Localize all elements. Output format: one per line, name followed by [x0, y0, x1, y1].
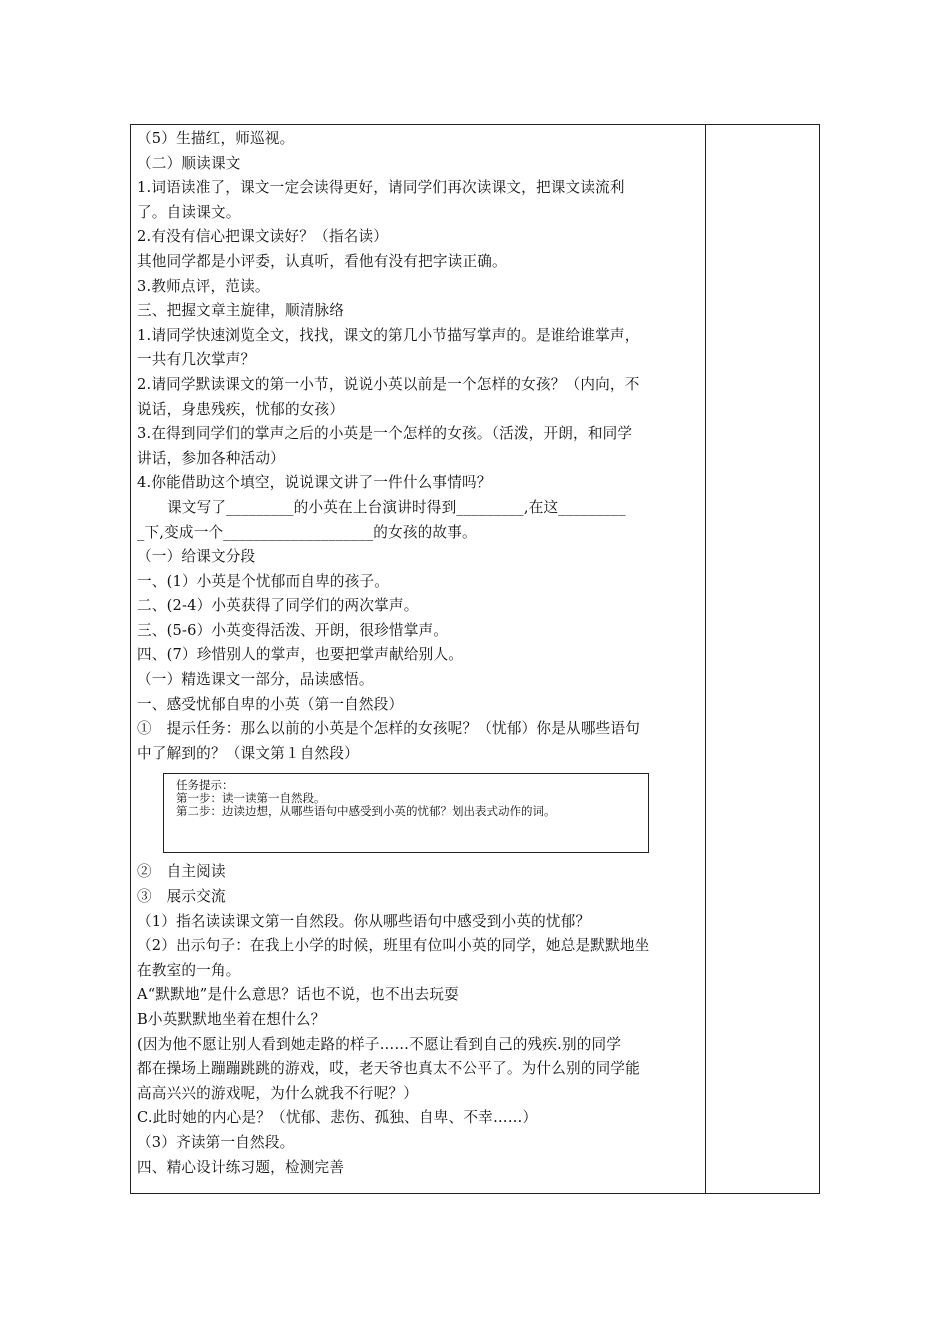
text-line: ① 提示任务：那么以前的小英是个怎样的女孩呢？（忧郁）你是从哪些语句 — [137, 720, 640, 738]
section-heading: （一）给课文分段 — [137, 548, 256, 566]
text-line: B小英默默地坐着在想什么？ — [137, 1011, 326, 1028]
section-heading: 三、把握文章主旋律，顺清脉络 — [137, 302, 345, 320]
paragraph-division-item: 三、(5-6）小英变得活泼、开朗，很珍惜掌声。 — [137, 621, 449, 639]
text-line: 4.你能借助这个填空，说说课文讲了一件什么事情吗？ — [137, 474, 492, 492]
text-line: ③ 展示交流 — [137, 888, 226, 906]
task-step-1: 第一步：读一读第一自然段。 — [176, 791, 326, 806]
text-line: 3.教师点评，范读。 — [137, 277, 270, 295]
text-line: 都在操场上蹦蹦跳跳的游戏，哎，老天爷也真太不公平了。为什么别的同学能 — [137, 1060, 640, 1078]
paragraph-division-item: 四、(7）珍惜别人的掌声，也要把掌声献给别人。 — [137, 646, 464, 664]
section-heading: 一、感受忧郁自卑的小英（第一自然段） — [137, 695, 404, 713]
lesson-content-cell — [137, 127, 703, 1180]
text-line: 说话，身患残疾，忧郁的女孩） — [137, 400, 345, 418]
text-line: 讲话，参加各种活动） — [137, 449, 285, 467]
text-line: A“默默地”是什么意思？话也不说，也不出去玩耍 — [137, 986, 459, 1004]
section-heading: （二）顺读课文 — [137, 154, 241, 172]
text-line: 3.在得到同学们的掌声之后的小英是一个怎样的女孩。（活泼，开朗，和同学 — [137, 425, 633, 443]
task-hint-title: 任务提示： — [176, 778, 234, 793]
text-line: 1.请同学快速浏览全文，找找，课文的第几小节描写掌声的。是谁给谁掌声， — [137, 326, 640, 344]
post-task-section — [137, 860, 703, 1180]
task-hint-box — [163, 773, 649, 853]
text-line: （2）出示句子：在我上小学的时候，班里有位叫小英的同学，她总是默默地坐 — [137, 937, 650, 955]
text-line: （3）齐读第一自然段。 — [137, 1133, 295, 1151]
text-line: 2.请同学默读课文的第一小节，说说小英以前是一个怎样的女孩？（内向，不 — [137, 375, 640, 393]
paragraph-division-item: 一、(1）小英是个忧郁而自卑的孩子。 — [137, 572, 390, 590]
text-line: 高高兴兴的游戏呢，为什么就我不行呢？） — [137, 1084, 419, 1102]
fill-in-blank-line: 课文写了_________的小英在上台演讲时得到_________,在这_________ — [167, 498, 626, 516]
column-divider — [705, 125, 706, 1193]
task-step-2: 第二步：边读边想，从哪些语句中感受到小英的忧郁？划出表式动作的词。 — [176, 804, 556, 819]
section-heading: 四、精心设计练习题，检测完善 — [137, 1158, 345, 1176]
text-line: C.此时她的内心是？（忧郁、悲伤、孤独、自卑、不幸……） — [137, 1109, 538, 1127]
section-heading: （一）精选课文一部分，品读感悟。 — [137, 671, 374, 689]
text-line: 了。自读课文。 — [137, 203, 241, 221]
text-line: (因为他不愿让别人看到她走路的样子……不愿让看到自己的残疾.别的同学 — [137, 1035, 622, 1053]
text-line: （5）生描红，师巡视。 — [137, 130, 295, 147]
text-line: ② 自主阅读 — [137, 863, 226, 881]
text-line: 其他同学都是小评委，认真听，看他有没有把字读正确。 — [137, 252, 507, 270]
lesson-plan-table — [130, 124, 820, 1194]
text-line: 在教室的一角。 — [137, 961, 241, 979]
text-line: 1.词语读准了，课文一定会读得更好，请同学们再次读课文，把课文读流利 — [137, 179, 625, 197]
text-line: 2.有没有信心把课文读好？（指名读） — [137, 228, 389, 246]
text-line: 中了解到的？（课文第１自然段） — [137, 744, 359, 762]
text-line: （1）指名读读课文第一自然段。你从哪些语句中感受到小英的忧郁？ — [137, 912, 591, 930]
fill-in-blank-continuation: _下,变成一个____________________的女孩的故事。 — [137, 523, 477, 541]
paragraph-division-item: 二、(2-4）小英获得了同学们的两次掌声。 — [137, 597, 419, 615]
text-line: 一共有几次掌声？ — [137, 351, 256, 369]
